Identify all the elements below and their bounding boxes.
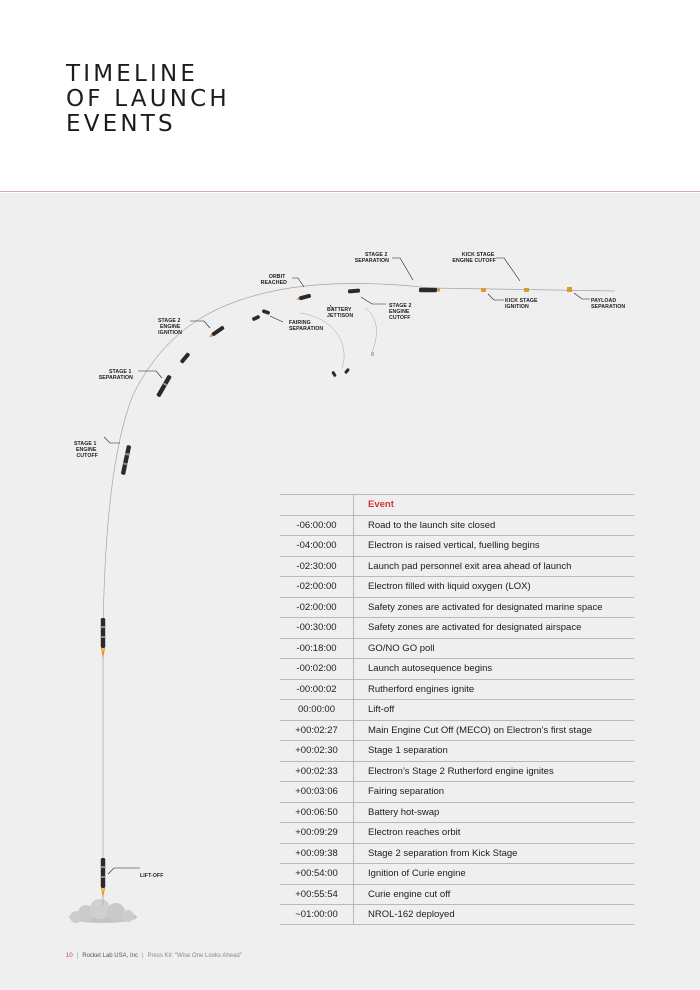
table-row xyxy=(280,863,634,884)
label-payload-separation: PAYLOAD SEPARATION xyxy=(591,298,626,310)
label-stage2-cutoff: STAGE 2 ENGINE CUTOFF xyxy=(389,303,412,321)
rocket-liftoff-icon xyxy=(101,858,105,898)
label-stage2-ignition: STAGE 2 ENGINE IGNITION xyxy=(157,318,182,336)
fairing-fall-icon xyxy=(331,368,350,378)
label-kick-stage-cutoff: KICK STAGE ENGINE CUTOFF xyxy=(452,252,496,264)
label-battery-jettison: BATTERY JETTISON xyxy=(327,307,354,319)
header-event-cell: Event xyxy=(368,499,394,511)
table-row xyxy=(280,761,634,782)
kick-stage-ignition-icon xyxy=(481,288,486,292)
time-cell: -00:00:02 xyxy=(280,680,354,700)
table-row xyxy=(280,658,634,679)
label-stage2-separation: STAGE 2 SEPARATION xyxy=(354,252,389,264)
time-cell: +00:02:33 xyxy=(280,762,354,782)
page-number: 10 xyxy=(66,953,73,959)
time-cell: +00:06:50 xyxy=(280,803,354,823)
table-row xyxy=(280,556,634,577)
time-cell: -00:02:00 xyxy=(280,659,354,679)
event-cell: Stage 1 separation xyxy=(368,745,448,757)
battery-arc xyxy=(365,308,376,352)
table-row xyxy=(280,597,634,618)
event-cell: Stage 2 separation from Kick Stage xyxy=(368,847,518,859)
event-cell: Rutherford engines ignite xyxy=(368,683,475,695)
time-cell: +00:09:29 xyxy=(280,823,354,843)
table-row xyxy=(280,576,634,597)
battery-icon xyxy=(371,352,374,356)
time-cell: +00:55:54 xyxy=(280,885,354,905)
event-cell: Electron’s Stage 2 Rutherford engine ignites xyxy=(368,765,554,777)
table-row xyxy=(280,617,634,638)
table-row xyxy=(280,515,634,536)
table-header-row xyxy=(280,494,634,515)
time-cell: -02:00:00 xyxy=(280,577,354,597)
event-cell: Electron filled with liquid oxygen (LOX) xyxy=(368,581,531,593)
footer-company: Rocket Lab USA, Inc xyxy=(82,953,138,959)
title-line-1: TIMELINE xyxy=(66,61,199,87)
stage2-cutoff-icon xyxy=(348,288,360,293)
table-row xyxy=(280,638,634,659)
stage2-upper-icon xyxy=(180,352,191,364)
event-cell: Lift-off xyxy=(368,704,395,716)
event-cell: Ignition of Curie engine xyxy=(368,868,466,880)
kick-stage-cutoff-icon xyxy=(524,288,529,292)
time-cell: -02:30:00 xyxy=(280,557,354,577)
table-row xyxy=(280,679,634,700)
time-cell: +00:54:00 xyxy=(280,864,354,884)
table-row xyxy=(280,884,634,905)
table-row xyxy=(280,699,634,720)
time-cell: -06:00:00 xyxy=(280,516,354,536)
label-kick-stage-ignition: KICK STAGE IGNITION xyxy=(505,298,538,310)
table-row xyxy=(280,535,634,556)
label-stage1-separation: STAGE 1 SEPARATION xyxy=(98,369,133,381)
table-row xyxy=(280,802,634,823)
table-row xyxy=(280,720,634,741)
event-cell: Fairing separation xyxy=(368,786,445,798)
time-cell: 00:00:00 xyxy=(280,700,354,720)
time-cell: -00:30:00 xyxy=(280,618,354,638)
event-cell: Curie engine cut off xyxy=(368,888,451,900)
event-cell: Battery hot-swap xyxy=(368,806,440,818)
rocket-meco-icon xyxy=(121,445,132,475)
events-table xyxy=(280,494,634,925)
title-line-2: OF LAUNCH xyxy=(66,86,230,112)
table-row xyxy=(280,904,634,925)
time-cell: -04:00:00 xyxy=(280,536,354,556)
event-cell: Main Engine Cut Off (MECO) on Electron’s first stage xyxy=(368,724,593,736)
time-cell: +00:02:27 xyxy=(280,721,354,741)
time-cell: -02:00:00 xyxy=(280,598,354,618)
footer: 10 | Rocket Lab USA, Inc | Press Kit: "Wise One Looks Ahead" xyxy=(66,953,242,959)
payload-icon xyxy=(567,287,572,292)
label-stage1-cutoff: STAGE 1 ENGINE CUTOFF xyxy=(73,441,98,459)
event-cell: Road to the launch site closed xyxy=(368,519,496,531)
table-row xyxy=(280,843,634,864)
time-cell: +00:03:06 xyxy=(280,782,354,802)
event-cell: Safety zones are activated for designated airspace xyxy=(368,622,582,634)
title-line-3: EVENTS xyxy=(66,111,176,137)
event-cell: Launch autosequence begins xyxy=(368,663,493,675)
event-cell: Electron is raised vertical, fuelling begins xyxy=(368,540,540,552)
table-row xyxy=(280,822,634,843)
time-cell: +00:09:38 xyxy=(280,844,354,864)
rocket-orbit-icon xyxy=(296,294,312,302)
label-orbit-reached: ORBIT REACHED xyxy=(260,274,287,286)
header-time-cell xyxy=(280,495,354,515)
label-fairing-separation: FAIRING SEPARATION xyxy=(289,320,324,332)
event-cell: NROL-162 deployed xyxy=(368,908,455,920)
stage1-separation-icon xyxy=(156,375,172,398)
table-row xyxy=(280,781,634,802)
time-cell: -00:18:00 xyxy=(280,639,354,659)
event-cell: GO/NO GO poll xyxy=(368,642,435,654)
table-row xyxy=(280,740,634,761)
label-liftoff: LIFT-OFF xyxy=(140,873,164,879)
rocket-ascent-icon xyxy=(101,618,105,659)
time-cell: ~01:00:00 xyxy=(280,905,354,924)
event-cell: Launch pad personnel exit area ahead of launch xyxy=(368,560,572,572)
event-cell: Safety zones are activated for designated marine space xyxy=(368,601,603,613)
time-cell: +00:02:30 xyxy=(280,741,354,761)
footer-press-kit: Press Kit: "Wise One Looks Ahead" xyxy=(147,953,242,959)
event-cell: Electron reaches orbit xyxy=(368,827,461,839)
fairing-halves-icon xyxy=(252,309,271,321)
stage2-ignition-icon xyxy=(208,325,225,339)
